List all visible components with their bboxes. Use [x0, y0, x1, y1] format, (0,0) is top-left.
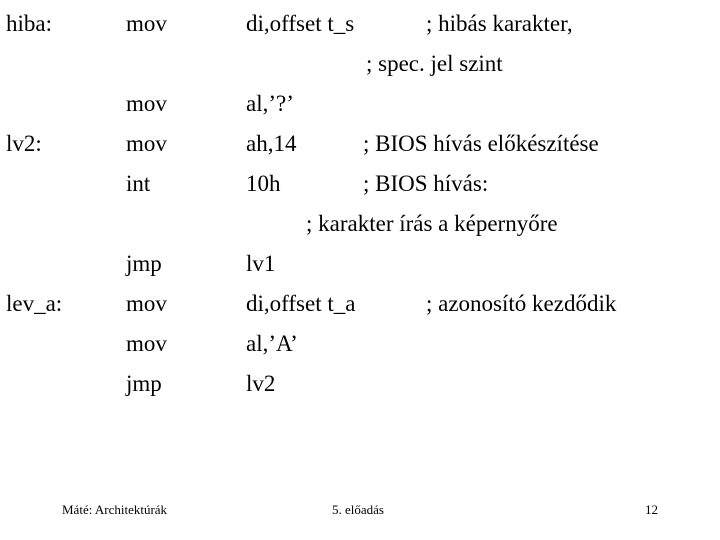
mnemonic: mov: [126, 11, 167, 36]
code-line-2: [0, 44, 720, 84]
code-line-3: [0, 84, 720, 124]
comment: ; BIOS hívás előkészítése: [363, 131, 599, 156]
code-line-6: [0, 204, 720, 244]
mnemonic: mov: [126, 291, 167, 316]
mnemonic: mov: [126, 131, 167, 156]
operand: lv2: [246, 371, 276, 396]
mnemonic: int: [126, 171, 151, 196]
comment: ; BIOS hívás:: [363, 171, 489, 196]
operand: al,’A’: [246, 331, 298, 356]
label-lv2: lv2:: [6, 131, 42, 156]
mnemonic: mov: [126, 91, 167, 116]
mnemonic: jmp: [126, 371, 162, 396]
comment: ; hibás karakter,: [426, 11, 573, 36]
operand: di,offset t_s: [246, 11, 355, 36]
code-line-5: [0, 164, 720, 204]
operand: 10h: [246, 171, 281, 196]
page-number: 12: [645, 502, 658, 517]
comment: ; azonosító kezdődik: [426, 291, 617, 316]
comment: ; spec. jel szint: [366, 51, 503, 76]
footer-center: 5. előadás: [332, 502, 384, 517]
comment: ; karakter írás a képernyőre: [306, 211, 558, 236]
mnemonic: jmp: [126, 251, 162, 276]
code-line-8: [0, 284, 720, 324]
code-line-9: [0, 324, 720, 364]
operand: di,offset t_a: [246, 291, 356, 316]
label-hiba: hiba:: [6, 11, 52, 36]
operand: ah,14: [246, 131, 297, 156]
code-line-1: [0, 4, 720, 44]
code-line-10: [0, 364, 720, 404]
operand: al,’?’: [246, 91, 294, 116]
label-lev-a: lev_a:: [6, 291, 63, 316]
mnemonic: mov: [126, 331, 167, 356]
operand: lv1: [246, 251, 276, 276]
code-line-7: [0, 244, 720, 284]
footer-left: Máté: Architektúrák: [62, 502, 168, 517]
code-line-4: [0, 124, 720, 164]
